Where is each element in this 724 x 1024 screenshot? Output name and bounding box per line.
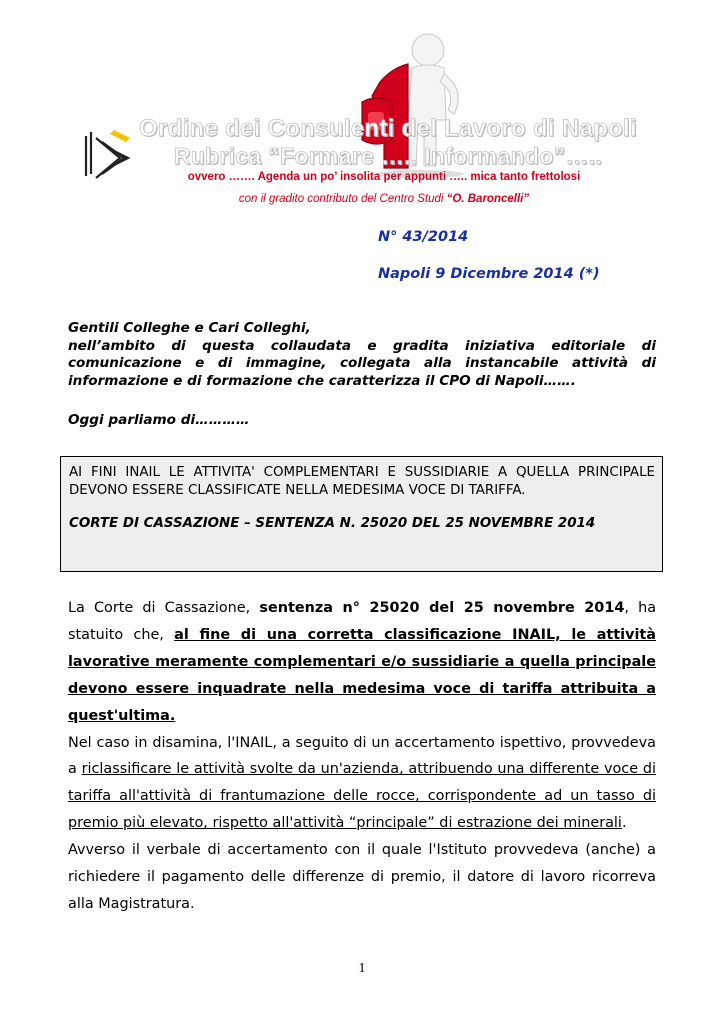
contribution-name: “O. Baroncelli”	[446, 193, 530, 205]
header-title-line1: Ordine dei Consulenti del Lavoro di Napoli	[139, 115, 637, 142]
page-number: 1	[358, 961, 366, 976]
headline-text: AI FINI INAIL LE ATTIVITA' COMPLEMENTARI E SUSSIDIARIE A QUELLA PRINCIPALE DEVONO ESSERE CLASSIFICATE NELLA MEDESIMA VOCE DI TARIFFA.	[69, 465, 655, 498]
body-paragraph-1	[68, 595, 656, 730]
p2-text-c: .	[621, 815, 627, 832]
issue-number: N° 43/2014	[378, 229, 469, 245]
p2-underlined: riclassificare le attività svolte da un'azienda, attribuendo una differente voce di tariffa all'attività di frantumazione delle rocce, corrispondente ad un tasso di premio più elevato, rispetto all'attività “principale” di estrazione dei minerali	[68, 761, 656, 832]
p1-sentence-ref: sentenza n° 25020 del 25 novembre 2014	[259, 600, 625, 616]
header-title-line2: Rubrica “Formare ….. Informando”…..	[173, 143, 603, 169]
contribution-prefix: con il gradito contributo del Centro Studi	[238, 193, 447, 205]
header-contribution	[120, 193, 648, 205]
body-paragraph-3: Avverso il verbale di accertamento con il quale l'Istituto provvedeva (anche) a richiedere il pagamento delle differenze di premio, il datore di lavoro ricorreva alla Magistratura.	[68, 842, 656, 912]
body-paragraph-2	[68, 730, 656, 838]
intro-greeting: Gentili Colleghe e Cari Colleghi,	[68, 320, 311, 336]
intro-today: Oggi parliamo di…………	[68, 412, 250, 428]
article-body	[68, 595, 656, 918]
p2-text-a: Nel caso in disamina, l'INAIL, a seguito di un accertamento ispettivo, provvedeva a	[68, 734, 656, 778]
case-reference: CORTE DI CASSAZIONE – SENTENZA N. 25020 DEL 25 NOVEMBRE 2014	[69, 516, 596, 531]
headline-box	[60, 456, 663, 572]
header-subtitle: ovvero ……. Agenda un po’ insolita per appunti ….. mica tanto frettolosi	[187, 171, 581, 183]
issue-date: Napoli 9 Dicembre 2014 (*)	[378, 266, 600, 282]
intro-text: nell’ambito di questa collaudata e gradita iniziativa editoriale di comunicazione e di immagine, collegata alla instancabile attività di informazione e di formazione che caratterizza il CPO di Napoli…….	[68, 337, 656, 390]
p1-text-c: , ha statuito che,	[68, 600, 657, 643]
intro-section	[68, 320, 656, 391]
p1-principle: al fine di una corretta classificazione INAIL, le attività lavorative meramente complementari e/o sussidiarie a quella principale devono essere inquadrate nella medesima voce di tariffa attribuita a quest'ultima.	[68, 626, 657, 724]
p1-text-a: La Corte di Cassazione,	[68, 600, 260, 616]
